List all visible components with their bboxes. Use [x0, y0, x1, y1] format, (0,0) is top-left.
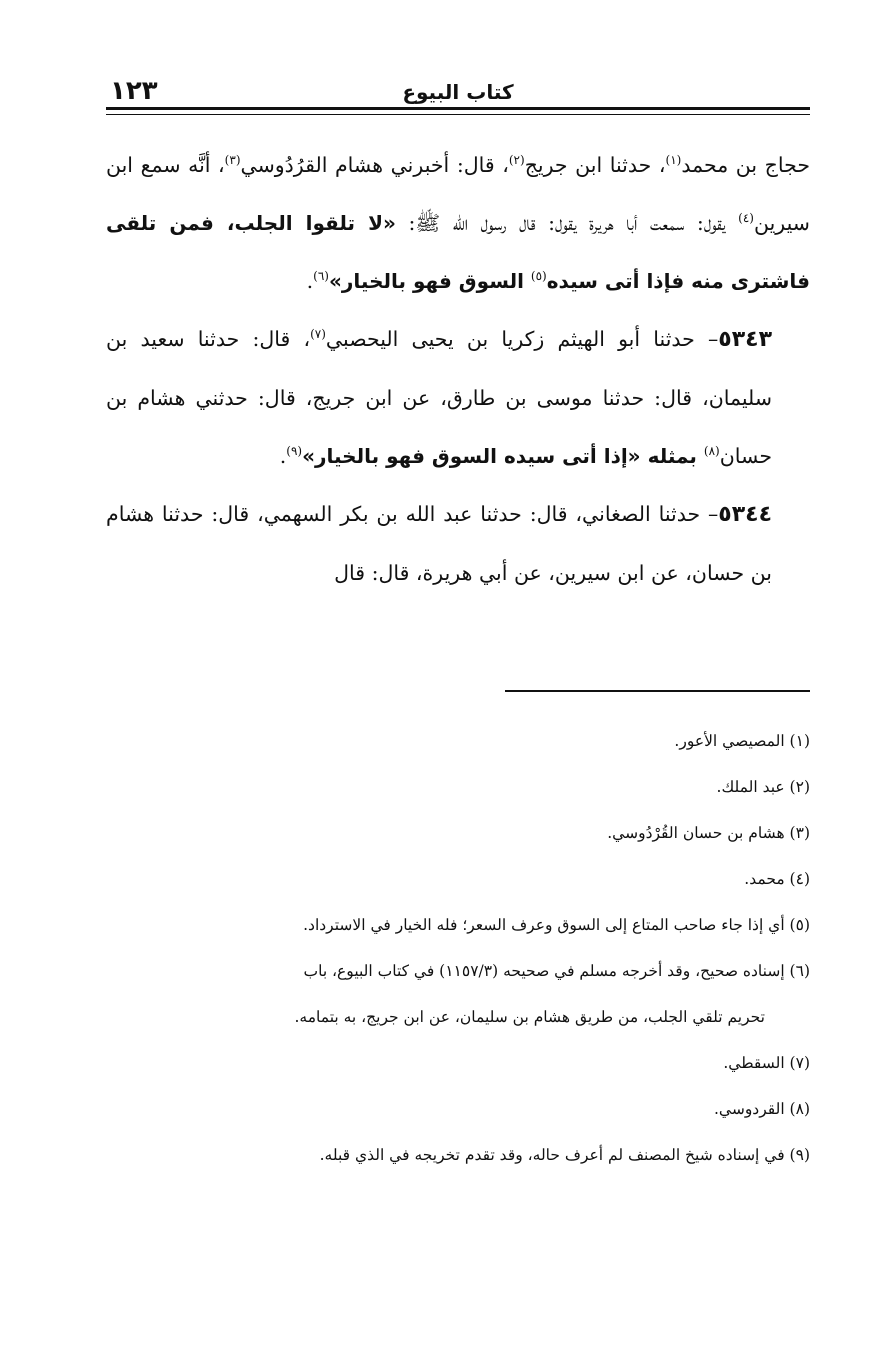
footnote-separator: [505, 690, 810, 692]
text-run: حجاج بن محمد: [681, 153, 811, 177]
footnote-ref: (٨): [703, 444, 720, 459]
text-run: ، أنَّه سمع ابن سيرين: [106, 153, 810, 235]
page-header: [106, 72, 810, 112]
text-run: ، قال: حدثنا سعيد بن سليمان، قال: حدثنا موسى بن طارق، عن ابن جريج، قال: حدثني هشام بن حسان: [106, 327, 772, 468]
header-rule-thin: [106, 114, 810, 115]
footnote-ref: (٢): [508, 153, 525, 168]
footnote-6-continued: تحريم تلقي الجلب، من طريق هشام بن سليمان، عن ابن جريج، به بتمامه.: [294, 1008, 765, 1026]
footnote-ref: (٣): [224, 153, 241, 168]
paragraph-5343: [106, 310, 810, 485]
text-run: .: [279, 444, 287, 468]
paragraph-1: [106, 136, 810, 310]
footnote-2: (٢) عبد الملك.: [716, 778, 810, 796]
footnote-4: (٤) محمد.: [744, 870, 810, 888]
hadith-number: ٥٣٤٤: [718, 502, 772, 527]
footnote-ref: (٧): [310, 327, 326, 342]
hadith-number: ٥٣٤٣: [718, 327, 772, 352]
footnote-ref: (٥): [530, 269, 547, 284]
text-run: يقول: سمعت أبا هريرة يقول: قال رسول الله ﷺ:: [395, 211, 739, 235]
hadith-text: «لا تلقوا الجلب، فمن تلقى فاشترى منه فإذا أتى سيده: [106, 211, 810, 293]
footnote-6: (٦) إسناده صحيح، وقد أخرجه مسلم في صحيحه (١١٥٧/٣) في كتاب البيوع، باب: [303, 962, 810, 980]
footnote-5: (٥) أي إذا جاء صاحب المتاع إلى السوق وعرف السعر؛ فله الخيار في الاسترداد.: [303, 916, 810, 934]
page-number: ١٢٣: [110, 76, 158, 106]
footnote-ref: (١): [665, 153, 682, 168]
footnote-ref: (٩): [286, 444, 303, 459]
text-run: – حدثنا أبو الهيثم زكريا بن يحيى اليحصبي: [325, 327, 719, 351]
text-run: .: [306, 269, 314, 293]
text-run: – حدثنا الصغاني، قال: حدثنا عبد الله بن بكر السهمي، قال: حدثنا هشام بن حسان، عن ابن سيرين، عن أبي هريرة، قال: قال: [106, 502, 772, 585]
footnote-ref: (٦): [313, 269, 329, 284]
header-rule-thick: [106, 107, 810, 110]
text-run: ، قال: أخبرني هشام القرُدُوسي: [240, 153, 509, 177]
footnotes: [106, 718, 810, 1178]
paragraph-5344: [106, 485, 810, 602]
hadith-text: السوق فهو بالخيار»: [328, 269, 531, 293]
footnote-8: (٨) القردوسي.: [713, 1100, 810, 1118]
footnote-7: (٧) السقطي.: [723, 1054, 810, 1072]
text-run: ، حدثنا ابن جريج: [524, 153, 666, 177]
footnote-3: (٣) هشام بن حسان القُرْدُوسي.: [607, 824, 810, 842]
main-text: [106, 136, 810, 602]
footnote-1: (١) المصيصي الأعور.: [674, 732, 810, 750]
footnote-9: (٩) في إسناده شيخ المصنف لم أعرف حاله، وقد تقدم تخريجه في الذي قبله.: [319, 1146, 810, 1164]
footnote-ref: (٤): [738, 211, 754, 226]
running-title: كتاب البيوع: [402, 80, 514, 104]
hadith-text: بمثله «إذا أتى سيده السوق فهو بالخيار»: [302, 444, 704, 468]
